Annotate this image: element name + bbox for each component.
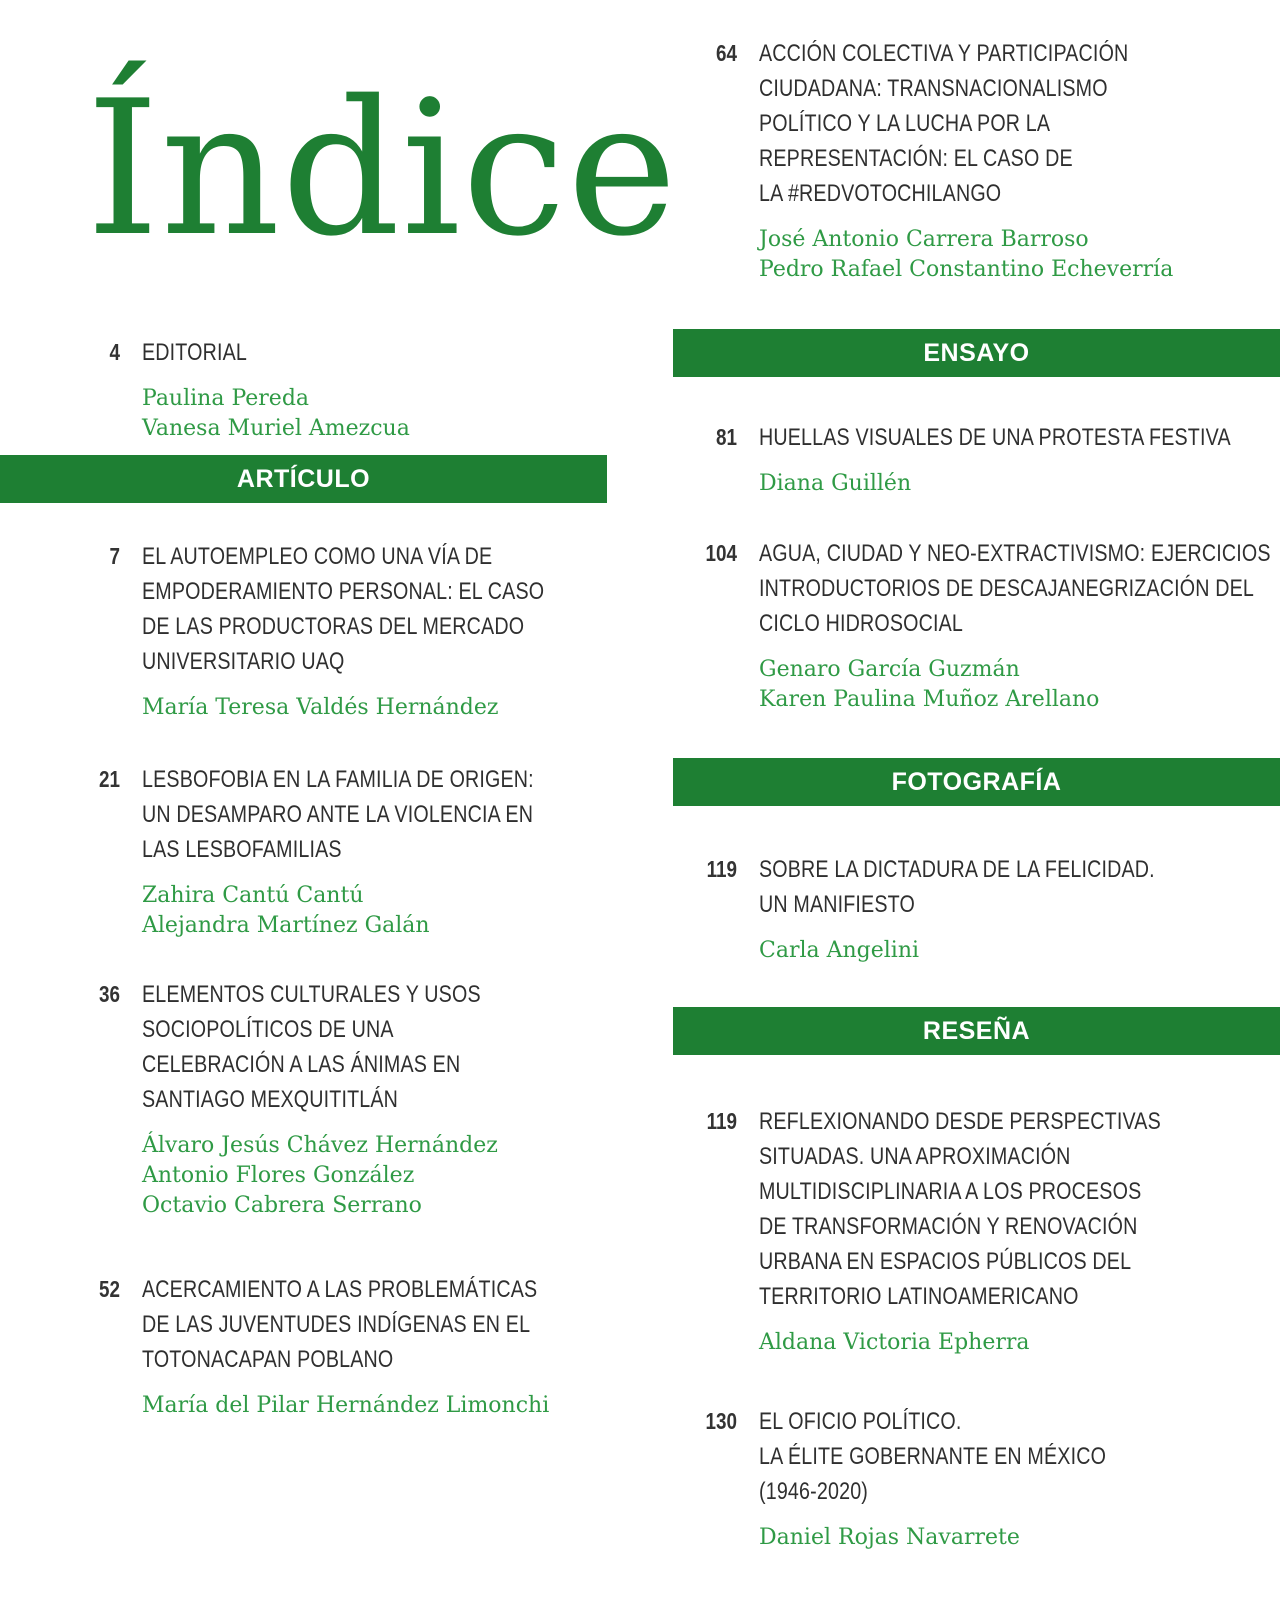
article-title-line: SOBRE LA DICTADURA DE LA FELICIDAD. xyxy=(759,856,1155,883)
article-title-line: CIUDADANA: TRANSNACIONALISMO xyxy=(759,75,1108,102)
entry-body xyxy=(142,762,620,941)
article-title xyxy=(142,1272,537,1377)
author-name: Daniel Rojas Navarrete xyxy=(759,1525,1020,1550)
author-name: Antonio Flores González xyxy=(142,1163,415,1188)
page-title: Índice xyxy=(86,60,679,277)
article-title-line: ACERCAMIENTO A LAS PROBLEMÁTICAS xyxy=(142,1276,538,1303)
author-list xyxy=(142,693,633,723)
page-number: 21 xyxy=(99,766,120,792)
author-list xyxy=(142,384,410,444)
author-name: Genaro García Guzmán xyxy=(759,657,1020,682)
article-title-line: EL AUTOEMPLEO COMO UNA VÍA DE xyxy=(142,543,493,570)
article-title-line: MULTIDISCIPLINARIA A LOS PROCESOS xyxy=(759,1178,1142,1205)
author-name: María del Pilar Hernández Limonchi xyxy=(142,1393,550,1418)
article-title xyxy=(759,36,1128,211)
author-list xyxy=(759,225,1210,285)
page-number: 52 xyxy=(99,1276,120,1302)
author-name: Álvaro Jesús Chávez Hernández xyxy=(142,1133,498,1158)
article-title-line: LA ÉLITE GOBERNANTE EN MÉXICO xyxy=(759,1443,1107,1470)
article-title xyxy=(759,420,1231,455)
author-name: Octavio Cabrera Serrano xyxy=(142,1193,422,1218)
page-number: 119 xyxy=(706,1108,737,1134)
entry-body xyxy=(759,36,1210,285)
author-list xyxy=(142,1391,624,1421)
article-title xyxy=(142,762,534,867)
page-number: 7 xyxy=(109,543,120,569)
page-number: 64 xyxy=(716,40,737,66)
author-name: Diana Guillén xyxy=(759,471,912,496)
entry-body xyxy=(759,536,1280,715)
author-name: Zahira Cantú Cantú xyxy=(142,883,364,908)
page-number: 104 xyxy=(705,540,737,566)
page-number: 119 xyxy=(706,856,737,882)
article-title-line: SANTIAGO MEXQUITITLÁN xyxy=(142,1086,399,1113)
entry-body xyxy=(759,1104,1249,1358)
article-title-line: EDITORIAL xyxy=(142,339,248,366)
article-title-line: EMPODERAMIENTO PERSONAL: EL CASO xyxy=(142,578,545,605)
article-title xyxy=(759,1104,1161,1314)
entry-body xyxy=(759,420,1280,499)
article-title-line: SITUADAS. UNA APROXIMACIÓN xyxy=(759,1143,1071,1170)
section-header-resena: RESEÑA xyxy=(673,1007,1280,1055)
article-title-line: UNIVERSITARIO UAQ xyxy=(142,648,345,675)
article-title-line: URBANA EN ESPACIOS PÚBLICOS DEL xyxy=(759,1248,1132,1275)
page-number: 36 xyxy=(99,981,120,1007)
entry-body xyxy=(759,1404,1182,1553)
author-name: Paulina Pereda xyxy=(142,386,310,411)
entry-body xyxy=(759,852,1242,966)
article-title-line: TOTONACAPAN POBLANO xyxy=(142,1346,394,1373)
article-title-line: INTRODUCTORIOS DE DESCAJANEGRIZACIÓN DEL xyxy=(759,575,1254,602)
article-title-line: POLÍTICO Y LA LUCHA POR LA xyxy=(759,110,1051,137)
article-title-line: UN DESAMPARO ANTE LA VIOLENCIA EN xyxy=(142,801,534,828)
article-title-line: DE LAS PRODUCTORAS DEL MERCADO xyxy=(142,613,525,640)
section-header-fotografia: FOTOGRAFÍA xyxy=(673,758,1280,806)
entry-body xyxy=(142,977,555,1221)
article-title-line: REFLEXIONANDO DESDE PERSPECTIVAS xyxy=(759,1108,1161,1135)
article-title-line: (1946-2020) xyxy=(759,1478,869,1505)
article-title-line: ACCIÓN COLECTIVA Y PARTICIPACIÓN xyxy=(759,40,1129,67)
article-title-line: DE TRANSFORMACIÓN Y RENOVACIÓN xyxy=(759,1213,1138,1240)
article-title xyxy=(142,335,362,370)
article-title-line: DE LAS JUVENTUDES INDÍGENAS EN EL xyxy=(142,1311,531,1338)
article-title-line: LAS LESBOFAMILIAS xyxy=(142,836,342,863)
entry-body xyxy=(142,1272,624,1421)
author-name: María Teresa Valdés Hernández xyxy=(142,695,499,720)
author-list xyxy=(759,1523,1182,1553)
page-number: 81 xyxy=(716,424,737,450)
author-name: Alejandra Martínez Galán xyxy=(142,913,430,938)
article-title-line: SOCIOPOLÍTICOS DE UNA xyxy=(142,1016,394,1043)
page-number: 4 xyxy=(109,339,120,365)
author-name: Aldana Victoria Epherra xyxy=(759,1330,1030,1355)
section-header-articulo: ARTÍCULO xyxy=(0,455,607,503)
article-title xyxy=(759,536,1271,641)
article-title xyxy=(142,539,544,679)
article-title xyxy=(142,977,481,1117)
author-name: José Antonio Carrera Barroso xyxy=(759,227,1089,252)
author-list xyxy=(759,655,1280,715)
article-title-line: LA #REDVOTOCHILANGO xyxy=(759,180,1002,207)
page-number: 130 xyxy=(705,1408,737,1434)
article-title-line: CICLO HIDROSOCIAL xyxy=(759,610,964,637)
section-header-ensayo: ENSAYO xyxy=(673,329,1280,377)
article-title-line: ELEMENTOS CULTURALES Y USOS xyxy=(142,981,481,1008)
article-title-line: LESBOFOBIA EN LA FAMILIA DE ORIGEN: xyxy=(142,766,534,793)
author-list xyxy=(759,469,1280,499)
article-title-line: CELEBRACIÓN A LAS ÁNIMAS EN xyxy=(142,1051,461,1078)
article-title-line: UN MANIFIESTO xyxy=(759,891,915,918)
article-title-line: AGUA, CIUDAD Y NEO-EXTRACTIVISMO: EJERCICIOS xyxy=(759,540,1271,567)
author-list xyxy=(142,881,620,941)
author-name: Pedro Rafael Constantino Echeverría xyxy=(759,257,1174,282)
author-list xyxy=(759,936,1242,966)
author-name: Carla Angelini xyxy=(759,938,920,963)
entry-body xyxy=(142,335,410,444)
entry-body xyxy=(142,539,633,723)
author-list xyxy=(759,1328,1249,1358)
article-title-line: REPRESENTACIÓN: EL CASO DE xyxy=(759,145,1073,172)
article-title-line: EL OFICIO POLÍTICO. xyxy=(759,1408,962,1435)
article-title-line: HUELLAS VISUALES DE UNA PROTESTA FESTIVA xyxy=(759,424,1231,451)
author-list xyxy=(142,1131,555,1221)
article-title xyxy=(759,1404,1106,1509)
author-name: Karen Paulina Muñoz Arellano xyxy=(759,687,1100,712)
article-title-line: TERRITORIO LATINOAMERICANO xyxy=(759,1283,1079,1310)
author-name: Vanesa Muriel Amezcua xyxy=(142,416,410,441)
article-title xyxy=(759,852,1155,922)
